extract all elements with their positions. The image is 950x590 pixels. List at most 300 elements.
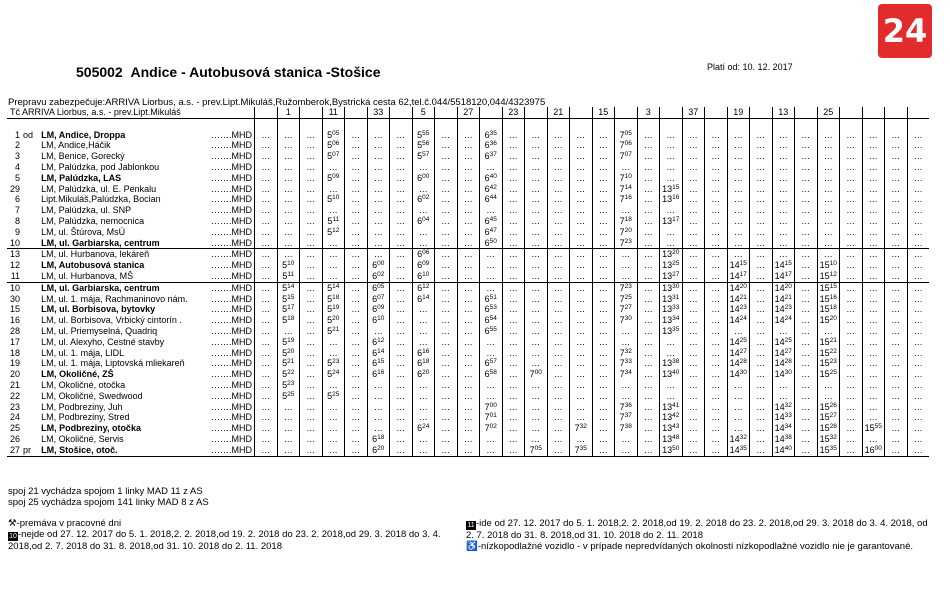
time-cell: … xyxy=(750,348,773,359)
page-title xyxy=(76,64,380,80)
time-cell: … xyxy=(862,402,885,413)
time-cell: … xyxy=(480,380,503,391)
time-cell: … xyxy=(705,216,728,227)
symbol-cell xyxy=(840,118,863,129)
time-cell: … xyxy=(705,184,728,195)
time-cell: … xyxy=(705,369,728,380)
time-cell: … xyxy=(817,249,840,260)
tc-number: 8 xyxy=(15,215,21,226)
route-title: Andice - Autobusová stanica -Stošice xyxy=(130,64,381,80)
time-cell: … xyxy=(817,173,840,184)
time-cell: $7^{36}$ xyxy=(615,402,638,413)
time-cell: … xyxy=(255,260,278,271)
time-cell: … xyxy=(390,369,413,380)
time-cell: … xyxy=(885,304,908,315)
time-cell: … xyxy=(795,358,818,369)
time-cell: $6^{07}$ xyxy=(367,294,390,305)
time-cell: … xyxy=(750,184,773,195)
time-cell: … xyxy=(457,294,480,305)
time-cell: … xyxy=(570,358,593,369)
time-cell: … xyxy=(547,205,570,216)
time-cell: … xyxy=(322,249,345,260)
time-cell: … xyxy=(772,162,795,173)
time-cell: … xyxy=(277,205,300,216)
time-cell: … xyxy=(502,140,525,151)
time-cell: … xyxy=(502,249,525,260)
time-cell: $13^{33}$ xyxy=(660,304,683,315)
time-cell: … xyxy=(795,423,818,434)
time-cell: … xyxy=(862,249,885,260)
time-cell: … xyxy=(300,271,323,282)
time-cell: $14^{30}$ xyxy=(727,369,750,380)
valid-from-date: 10. 12. 2017 xyxy=(742,62,793,72)
time-cell: … xyxy=(637,369,660,380)
time-cell: $7^{33}$ xyxy=(615,358,638,369)
tc-number: 17 xyxy=(10,336,21,347)
time-cell: $7^{07}$ xyxy=(615,151,638,162)
row-mark xyxy=(21,249,38,260)
time-cell: … xyxy=(322,205,345,216)
row-mark xyxy=(21,205,38,216)
time-cell: … xyxy=(457,358,480,369)
time-cell: … xyxy=(637,326,660,337)
symbol-cell xyxy=(907,118,929,129)
time-cell: $13^{43}$ xyxy=(660,423,683,434)
time-cell: … xyxy=(570,238,593,249)
time-cell: $15^{25}$ xyxy=(817,369,840,380)
time-cell: … xyxy=(705,434,728,445)
time-cell: $14^{35}$ xyxy=(727,445,750,456)
time-cell: … xyxy=(457,391,480,402)
news-24-logo: 24 xyxy=(878,4,932,58)
time-cell: … xyxy=(592,337,615,348)
time-cell: … xyxy=(300,130,323,141)
time-cell: … xyxy=(390,391,413,402)
time-cell: … xyxy=(547,194,570,205)
time-cell: … xyxy=(390,140,413,151)
time-cell: … xyxy=(367,140,390,151)
time-cell: $13^{42}$ xyxy=(660,412,683,423)
time-cell: … xyxy=(795,337,818,348)
stop-name: LM, ul. Alexyho, Cestné stavby …….MHD xyxy=(38,337,254,348)
time-cell: $6^{58}$ xyxy=(480,369,503,380)
time-cell: … xyxy=(907,194,929,205)
time-cell: … xyxy=(367,380,390,391)
time-cell: … xyxy=(592,434,615,445)
time-cell: … xyxy=(345,412,368,423)
time-cell: … xyxy=(502,402,525,413)
time-cell: … xyxy=(300,326,323,337)
time-cell: $5^{19}$ xyxy=(277,337,300,348)
time-cell: … xyxy=(547,184,570,195)
time-cell: $13^{34}$ xyxy=(660,315,683,326)
time-cell: … xyxy=(255,173,278,184)
time-cell: … xyxy=(682,358,705,369)
time-cell: $7^{27}$ xyxy=(615,304,638,315)
time-cell: $13^{48}$ xyxy=(660,434,683,445)
time-cell: $5^{21}$ xyxy=(277,358,300,369)
time-cell: … xyxy=(885,315,908,326)
time-cell: … xyxy=(502,271,525,282)
time-cell: … xyxy=(435,445,458,456)
time-cell: … xyxy=(750,326,773,337)
row-mark: od xyxy=(23,129,34,140)
time-cell: … xyxy=(750,282,773,293)
time-cell: … xyxy=(795,402,818,413)
time-cell: … xyxy=(772,205,795,216)
table-row xyxy=(7,445,929,456)
time-cell: $5^{18}$ xyxy=(277,315,300,326)
trip-header: 19 xyxy=(727,107,750,118)
time-cell: … xyxy=(817,380,840,391)
time-cell: … xyxy=(547,358,570,369)
time-cell: $6^{10}$ xyxy=(367,315,390,326)
time-cell: … xyxy=(435,205,458,216)
time-cell: … xyxy=(795,391,818,402)
table-row xyxy=(7,151,929,162)
time-cell: $6^{02}$ xyxy=(412,194,435,205)
trip-header: 37 xyxy=(682,107,705,118)
table-row xyxy=(7,216,929,227)
time-cell: … xyxy=(660,205,683,216)
time-cell: … xyxy=(300,282,323,293)
time-cell: … xyxy=(615,205,638,216)
time-cell: … xyxy=(795,130,818,141)
time-cell: … xyxy=(795,304,818,315)
time-cell: $14^{21}$ xyxy=(727,294,750,305)
time-cell: … xyxy=(547,402,570,413)
row-mark xyxy=(21,304,38,315)
time-cell: … xyxy=(435,194,458,205)
time-cell: … xyxy=(705,326,728,337)
time-cell: … xyxy=(705,380,728,391)
time-cell: … xyxy=(795,315,818,326)
time-cell: … xyxy=(277,445,300,456)
trip-header xyxy=(255,107,278,118)
time-cell: … xyxy=(435,227,458,238)
time-cell: $15^{15}$ xyxy=(817,282,840,293)
time-cell: … xyxy=(322,348,345,359)
row-mark xyxy=(21,412,38,423)
time-cell: … xyxy=(817,216,840,227)
time-cell: … xyxy=(390,151,413,162)
time-cell: … xyxy=(705,423,728,434)
time-cell: … xyxy=(750,260,773,271)
time-cell: … xyxy=(502,358,525,369)
time-cell: … xyxy=(727,194,750,205)
time-cell: … xyxy=(457,140,480,151)
time-cell: $6^{00}$ xyxy=(367,260,390,271)
time-cell: … xyxy=(390,184,413,195)
time-cell: $13^{41}$ xyxy=(660,402,683,413)
time-cell: … xyxy=(412,412,435,423)
time-cell: … xyxy=(255,294,278,305)
stop-name: LM, Autobusová stanica …….MHD xyxy=(38,260,254,271)
time-cell: $6^{45}$ xyxy=(480,216,503,227)
time-cell: … xyxy=(345,348,368,359)
time-cell: … xyxy=(840,391,863,402)
time-cell: … xyxy=(637,380,660,391)
time-cell: … xyxy=(840,130,863,141)
time-cell: … xyxy=(367,391,390,402)
time-cell: … xyxy=(637,434,660,445)
time-cell: … xyxy=(817,205,840,216)
time-cell: … xyxy=(705,294,728,305)
time-cell: $6^{12}$ xyxy=(367,337,390,348)
time-cell: … xyxy=(795,216,818,227)
time-cell: … xyxy=(682,423,705,434)
time-cell: … xyxy=(412,434,435,445)
time-cell: … xyxy=(637,238,660,249)
time-cell: … xyxy=(682,445,705,456)
symbol-cell xyxy=(547,118,570,129)
ten-symbol-icon: 10 xyxy=(9,533,17,540)
time-cell: $5^{11}$ xyxy=(277,271,300,282)
time-cell: … xyxy=(660,238,683,249)
time-cell: … xyxy=(907,140,929,151)
time-cell: … xyxy=(322,402,345,413)
row-mark xyxy=(21,151,38,162)
trip-header: 13 xyxy=(772,107,795,118)
time-cell: … xyxy=(300,227,323,238)
row-mark xyxy=(21,194,38,205)
symbol-cell xyxy=(885,118,908,129)
time-cell: … xyxy=(480,445,503,456)
tc-number: 30 xyxy=(10,293,21,304)
time-cell: … xyxy=(457,173,480,184)
time-cell: … xyxy=(255,434,278,445)
time-cell: … xyxy=(322,271,345,282)
time-cell: … xyxy=(772,151,795,162)
time-cell: … xyxy=(502,130,525,141)
time-cell: $7^{35}$ xyxy=(570,445,593,456)
time-cell: … xyxy=(547,173,570,184)
time-cell: … xyxy=(862,369,885,380)
time-cell: … xyxy=(660,391,683,402)
time-cell: … xyxy=(412,227,435,238)
time-cell: $6^{10}$ xyxy=(412,271,435,282)
time-cell: … xyxy=(727,412,750,423)
time-cell: … xyxy=(772,173,795,184)
time-cell: … xyxy=(435,162,458,173)
time-cell: … xyxy=(660,227,683,238)
time-cell: … xyxy=(795,194,818,205)
time-cell: … xyxy=(435,326,458,337)
time-cell: … xyxy=(570,380,593,391)
time-cell: … xyxy=(525,337,548,348)
time-cell: … xyxy=(502,194,525,205)
time-cell: … xyxy=(390,282,413,293)
time-cell: … xyxy=(277,434,300,445)
row-mark xyxy=(21,227,38,238)
time-cell: … xyxy=(840,260,863,271)
time-cell: … xyxy=(525,216,548,227)
time-cell: … xyxy=(412,445,435,456)
time-cell: … xyxy=(705,304,728,315)
time-cell: … xyxy=(525,358,548,369)
time-cell: … xyxy=(547,380,570,391)
valid-from: Platí od: 10. 12. 2017 xyxy=(707,62,793,72)
time-cell: … xyxy=(547,348,570,359)
time-cell: … xyxy=(435,315,458,326)
symbol-cell xyxy=(300,118,323,129)
time-cell: $14^{27}$ xyxy=(772,348,795,359)
time-cell: … xyxy=(592,391,615,402)
time-cell: … xyxy=(277,238,300,249)
table-row xyxy=(7,326,929,337)
time-cell: … xyxy=(840,402,863,413)
time-cell: … xyxy=(660,348,683,359)
time-cell: … xyxy=(547,423,570,434)
time-cell: … xyxy=(300,184,323,195)
table-row xyxy=(7,162,929,173)
time-cell: $7^{10}$ xyxy=(615,173,638,184)
time-cell: … xyxy=(840,184,863,195)
table-row xyxy=(7,369,929,380)
time-cell: $6^{02}$ xyxy=(367,271,390,282)
time-cell: $13^{17}$ xyxy=(660,216,683,227)
table-row xyxy=(7,260,929,271)
tc-number: 27 xyxy=(7,445,21,456)
time-cell: … xyxy=(682,260,705,271)
time-cell: … xyxy=(637,412,660,423)
trip-header: 21 xyxy=(547,107,570,118)
time-cell: … xyxy=(457,380,480,391)
time-cell: $7^{34}$ xyxy=(615,369,638,380)
time-cell: $14^{23}$ xyxy=(727,304,750,315)
time-cell: … xyxy=(525,260,548,271)
time-cell: … xyxy=(322,184,345,195)
time-cell: … xyxy=(525,173,548,184)
table-row xyxy=(7,412,929,423)
time-cell: $5^{09}$ xyxy=(322,173,345,184)
time-cell: … xyxy=(435,423,458,434)
trip-header: 3 xyxy=(637,107,660,118)
time-cell: $6^{00}$ xyxy=(412,173,435,184)
symbol-cell xyxy=(277,118,300,129)
time-cell: $13^{15}$ xyxy=(660,184,683,195)
time-cell: $5^{24}$ xyxy=(322,369,345,380)
time-cell: … xyxy=(390,227,413,238)
stop-name: LM, ul. Hurbanova, lekáreň …….MHD xyxy=(38,249,254,260)
time-cell: … xyxy=(885,271,908,282)
time-cell: … xyxy=(907,282,929,293)
time-cell: $6^{42}$ xyxy=(480,184,503,195)
time-cell: … xyxy=(390,326,413,337)
time-cell: … xyxy=(592,205,615,216)
time-cell: … xyxy=(885,282,908,293)
time-cell: … xyxy=(435,282,458,293)
time-cell: … xyxy=(840,304,863,315)
time-cell: $5^{14}$ xyxy=(322,282,345,293)
time-cell: … xyxy=(750,294,773,305)
time-cell: $7^{37}$ xyxy=(615,412,638,423)
time-cell: … xyxy=(502,173,525,184)
time-cell: … xyxy=(592,294,615,305)
time-cell: … xyxy=(300,162,323,173)
time-cell: … xyxy=(682,151,705,162)
time-cell: … xyxy=(907,412,929,423)
time-cell: … xyxy=(885,227,908,238)
time-cell: … xyxy=(907,391,929,402)
time-cell: $7^{23}$ xyxy=(615,238,638,249)
tc-number: 12 xyxy=(10,260,21,271)
time-cell: … xyxy=(817,184,840,195)
tc-number: 4 xyxy=(15,161,21,172)
time-cell: … xyxy=(637,402,660,413)
tc-number: 3 xyxy=(15,151,21,162)
time-cell: … xyxy=(525,391,548,402)
time-cell: … xyxy=(682,315,705,326)
time-cell: … xyxy=(637,173,660,184)
time-cell: … xyxy=(570,391,593,402)
time-cell: … xyxy=(615,249,638,260)
time-cell: … xyxy=(255,337,278,348)
time-cell: … xyxy=(390,304,413,315)
row-mark xyxy=(21,294,38,305)
time-cell: … xyxy=(862,326,885,337)
time-cell: … xyxy=(322,380,345,391)
time-cell: … xyxy=(772,184,795,195)
row-mark xyxy=(21,348,38,359)
time-cell: … xyxy=(345,151,368,162)
time-cell: $15^{12}$ xyxy=(817,271,840,282)
time-cell: … xyxy=(795,260,818,271)
time-cell: … xyxy=(907,315,929,326)
time-cell: … xyxy=(345,294,368,305)
time-cell: … xyxy=(727,249,750,260)
time-cell: … xyxy=(457,304,480,315)
time-cell: $7^{18}$ xyxy=(615,216,638,227)
time-cell: $15^{21}$ xyxy=(817,337,840,348)
time-cell: … xyxy=(502,369,525,380)
symbol-cell xyxy=(390,118,413,129)
time-cell: … xyxy=(637,445,660,456)
time-cell: $13^{31}$ xyxy=(660,294,683,305)
time-cell: … xyxy=(255,412,278,423)
row-mark xyxy=(21,216,38,227)
time-cell: $6^{55}$ xyxy=(480,326,503,337)
time-cell: … xyxy=(705,173,728,184)
stop-name: LM, Podbreziny, Juh …….MHD xyxy=(38,402,254,413)
time-cell: … xyxy=(255,271,278,282)
time-cell: … xyxy=(682,326,705,337)
time-cell: … xyxy=(795,162,818,173)
time-cell: … xyxy=(840,249,863,260)
time-cell: … xyxy=(907,260,929,271)
time-cell: … xyxy=(300,249,323,260)
time-cell: … xyxy=(345,227,368,238)
time-cell: … xyxy=(345,282,368,293)
time-cell: … xyxy=(862,238,885,249)
time-cell: … xyxy=(772,326,795,337)
corner-label: Tč ARRIVA Liorbus, a.s. - prev.Lipt.Mikuláš xyxy=(7,107,255,118)
stop-name: LM, Palúdzka, pod Jablonkou …….MHD xyxy=(38,162,254,173)
time-cell: … xyxy=(727,423,750,434)
time-cell: … xyxy=(637,337,660,348)
time-cell: … xyxy=(255,216,278,227)
time-cell: … xyxy=(682,412,705,423)
time-cell: … xyxy=(547,294,570,305)
time-cell: … xyxy=(255,194,278,205)
time-cell: … xyxy=(615,260,638,271)
time-cell: … xyxy=(772,380,795,391)
time-cell: … xyxy=(705,151,728,162)
time-cell: … xyxy=(345,184,368,195)
time-cell: … xyxy=(457,205,480,216)
time-cell: … xyxy=(277,173,300,184)
time-cell: … xyxy=(570,348,593,359)
